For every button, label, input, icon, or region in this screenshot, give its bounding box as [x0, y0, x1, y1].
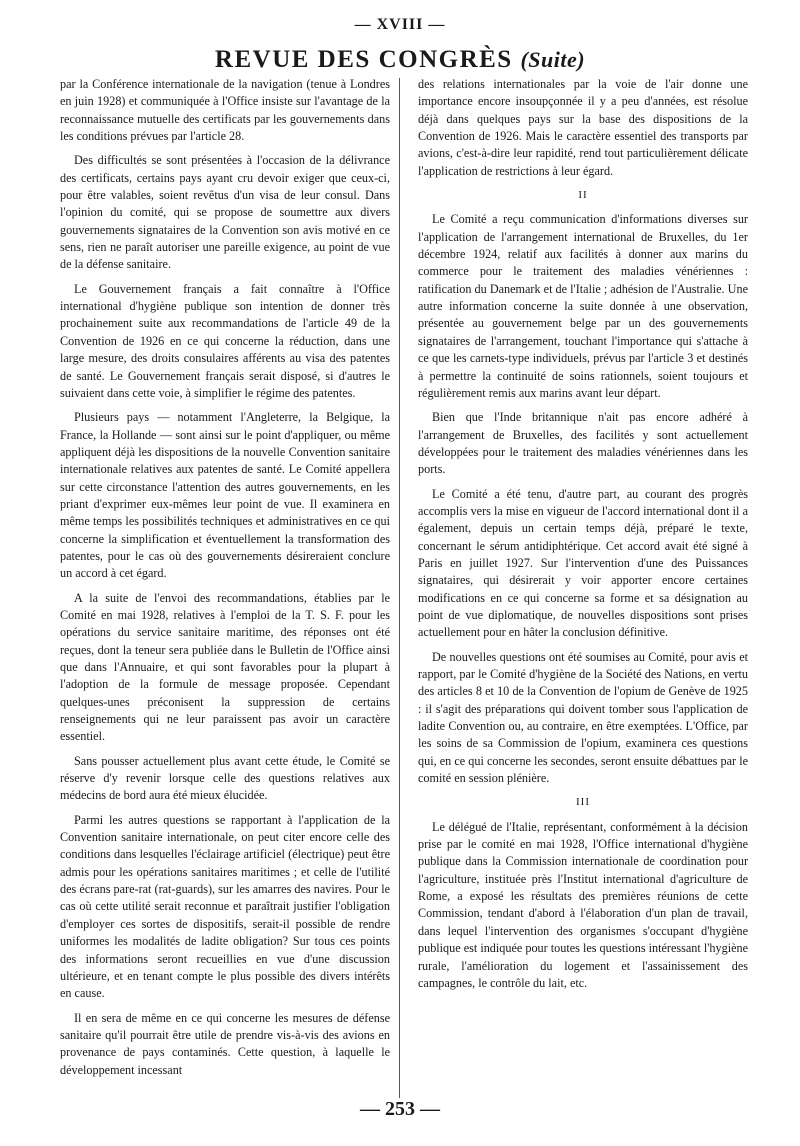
paragraph: Bien que l'Inde britannique n'ait pas encore adhéré à l'arrangement de Bruxelles, des facilités y sont actuellement développées pour le traitement des maladies vénériennes dans les ports. — [418, 410, 748, 477]
paragraph: Le Gouvernement français a fait connaître à l'Office international d'hygiène publique son intention de donner très prochainement suite aux recommandations de l'article 49 de la Convention de 1926 en ce qui concerne la réduction, dans une large mesure, des droits consulaires afférents au visa des patentes de santé. Le Gouvernement français serait disposé, si d'autres le suivaient dans cette voie, à simplifier le régime des patentes. — [60, 281, 390, 400]
page-title — [0, 46, 800, 74]
left-column — [60, 76, 390, 1086]
page-roman-numeral: — XVIII — — [354, 16, 446, 33]
paragraph: De nouvelles questions ont été soumises au Comité, pour avis et rapport, par le Comité d'hygiène de la Société des Nations, en vertu des articles 8 et 10 de la Convention de l'opium de Genève de 1925 : il s'agit des préparations qui doivent tomber sous l'application de ladite Convention ou, au contraire, en être exemptées. L'Office, par les soins de sa Commission de l'opium, examinera ces questions qui, en ce qui concerne les secondes, seront ensuite débattues par le comité en session plénière. — [418, 649, 748, 786]
paragraph: Il en sera de même en ce qui concerne les mesures de défense sanitaire qu'il pourrait être utile de prendre vis-à-vis des avions en provenance de pays contaminés. Cette question, à laquelle le développement incessant — [60, 1010, 390, 1077]
paragraph: Des difficultés se sont présentées à l'occasion de la délivrance des certificats, certains pays ayant cru devoir exiger que ceux-ci, pour être valables, soient revêtus d'un visa de leur consul. Dans l'opinion du comité, qui se propose de soumettre aux divers gouvernements signataires de la Convention son avis motivé en ce sens, rien ne paraît autoriser une pareille exigence, au point de vue de la défense sanitaire. — [60, 153, 390, 272]
paragraph: A la suite de l'envoi des recommandations, établies par le Comité en mai 1928, relatives à l'emploi de la T. S. F. pour les opérations du service sanitaire maritime, des réponses ont été reçues, dont la teneur sera publiée dans le Bulletin de l'Office ainsi que dans l'Annuaire, et qui sont favorables pour la plupart à l'adoption de la formule de message proposée. Cependant quelques-unes préconisent la suppression de certains renseignements qui ne leur paraissent pas avoir un caractère essentiel. — [60, 590, 390, 744]
paragraph: Le Comité a été tenu, d'autre part, au courant des progrès accomplis vers la mise en vigueur de l'accord international dont il a également, depuis un certain temps déjà, préparé le texte, concernant le sérum antidiphtérique. Cet accord avait été signé à Paris en juillet 1927. Sur l'intervention d'une des Puissances signataires, qui désirerait y voir apporter encore certaines modifications en ce qui concerne sa forme et sa désignation au point de vue diplomatique, de nouvelles dispositions sont prises actuellement pour en hâter la conclusion définitive. — [418, 486, 748, 640]
paragraph: Le Comité a reçu communication d'informations diverses sur l'application de l'arrangement international de Bruxelles, du 1er décembre 1924, relatif aux facilités à donner aux marins du commerce pour le traitement des maladies vénériennes : ratification du Danemark et de l'Italie ; adhésion de l'Australie. Une autre information concerne la suite donnée à une observation, présentée au gouvernement belge par un des gouvernements signataires de l'arrangement, touchant l'importance qui s'attache à ce que les carnets-type individuels, prévus par l'article 3 et destinés à permettre la continuité de soins rationnels, soient toujours et régulièrement remis aux marins avant leur départ. — [418, 212, 748, 400]
paragraph: Le délégué de l'Italie, représentant, conformément à la décision prise par le comité en mai 1928, l'Office international d'hygiène publique dans la Commission internationale de coordination pour l'agriculture, instituée près l'Institut international d'agriculture de Rome, a exposé les résultats des premières réunions de cette Commission, tendant d'abord à l'élaboration d'un plan de travail, dans lequel l'intervention des organismes s'occupant d'hygiène publique est indiquée pour toutes les questions intéressant l'hygiène rurale, l'amélioration du logement et l'assainissement des campagnes, le contrôle du lait, etc. — [418, 819, 748, 990]
title-suite: (Suite) — [520, 47, 586, 72]
section-heading-2: II — [578, 189, 588, 202]
paragraph: par la Conférence internationale de la navigation (tenue à Londres en juin 1928) et communiquée à l'Office insiste sur l'avantage de la reconnaissance mutuelle des certificats par les gouvernements dans les conditions prévues par l'article 28. — [60, 77, 390, 144]
paragraph: Parmi les autres questions se rapportant à l'application de la Convention sanitaire internationale, on peut citer encore celle des conditions dans lesquelles l'éclairage artificiel (électrique) peut être admis pour les opérations sanitaires maritimes ; et celle de l'utilité des écrans pare-rat (rat-guards), sur les amarres des navires. Pour le cas où cette utilité serait reconnue et paraîtrait justifier l'obligation d'employer ces sortes de dispositifs, serait-il possible de rendre uniformes les modalités de ladite obligation? Sur tous ces points des informations seront recueillies en vue d'une discussion ultérieure, et en tenant compte le plus possible des divers intérêts en cause. — [60, 812, 390, 1001]
paragraph: des relations internationales par la voie de l'air donne une importance encore insoupçonnée il y a peu d'années, est résolue déjà dans quelques pays sur la base des dispositions de la Convention de 1926. Mais le caractère essentiel des transports par avions, c'est-à-dire leur rapidité, rend tout particulièrement délicate l'application de restrictions à leur égard. — [418, 77, 748, 178]
page-number: — 253 — — [360, 1098, 440, 1120]
column-divider — [399, 78, 400, 1098]
paragraph: Plusieurs pays — notamment l'Angleterre, la Belgique, la France, la Hollande — sont ainsi sur le point d'appliquer, ou même appliquent déjà les dispositions de la nouvelle Convention sanitaire internationale relatives aux patentes de santé. Le Comité appellera sur cette circonstance l'attention des autres gouvernements, en les priant d'exprimer eux-mêmes leur point de vue. Il examinera en même temps les possibilités techniques et administratives en ce qui concerne la simplification et éventuellement la transformation des patentes, pour le cas où des gouvernements désireraient conclure un accord à cet égard. — [60, 410, 390, 581]
title-text: REVUE DES CONGRÈS — [214, 46, 513, 73]
paragraph: Sans pousser actuellement plus avant cette étude, le Comité se réserve d'y revenir lorsque celle des questions relatives aux médecins de bord aura été mieux élucidée. — [60, 753, 390, 803]
right-column — [418, 76, 748, 999]
section-heading-3: III — [576, 796, 590, 809]
